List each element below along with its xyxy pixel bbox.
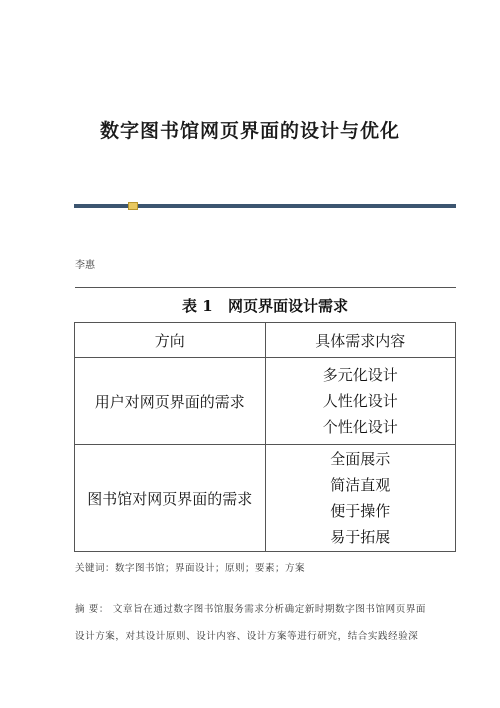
list-item: 简洁直观: [330, 476, 391, 494]
abstract-line-1: [75, 596, 435, 623]
document-title: 数字图书馆网页界面的设计与优化: [99, 120, 400, 142]
table-header-row: [75, 323, 456, 358]
header-content: 具体需求内容: [265, 323, 456, 358]
author-name: 李惠: [75, 260, 95, 271]
list-item: 多元化设计: [322, 366, 398, 384]
row-label: 图书馆对网页界面的需求: [75, 445, 266, 552]
keywords: 关键词：数字图书馆；界面设计；原则；要素；方案: [75, 563, 306, 574]
abstract-text-1: 文章旨在通过数字图书馆服务需求分析确定新时期数字图书馆网页界面: [112, 604, 427, 615]
list-item: 便于操作: [330, 502, 391, 520]
row-items: [265, 358, 456, 445]
list-item: 易于拓展: [330, 528, 391, 546]
row-label: 用户对网页界面的需求: [75, 358, 266, 445]
table-number: 表 1: [182, 296, 213, 315]
list-item: 全面展示: [330, 450, 391, 468]
list-item: 个性化设计: [322, 418, 398, 436]
requirements-table: [74, 287, 456, 552]
abstract-line-2: 设计方案，对其设计原则、设计内容、设计方案等进行研究，结合实践经验深: [75, 631, 419, 642]
divider-marker: [128, 202, 138, 210]
row-items: [265, 445, 456, 552]
table-caption: [75, 288, 456, 323]
table-row: [75, 358, 456, 445]
abstract-label: 摘 要：: [75, 604, 109, 615]
table-caption-text: 网页界面设计需求: [227, 296, 348, 315]
abstract: [75, 596, 435, 650]
table-caption-row: [75, 288, 456, 323]
header-direction: 方向: [75, 323, 266, 358]
table-row: [75, 445, 456, 552]
list-item: 人性化设计: [322, 392, 398, 410]
